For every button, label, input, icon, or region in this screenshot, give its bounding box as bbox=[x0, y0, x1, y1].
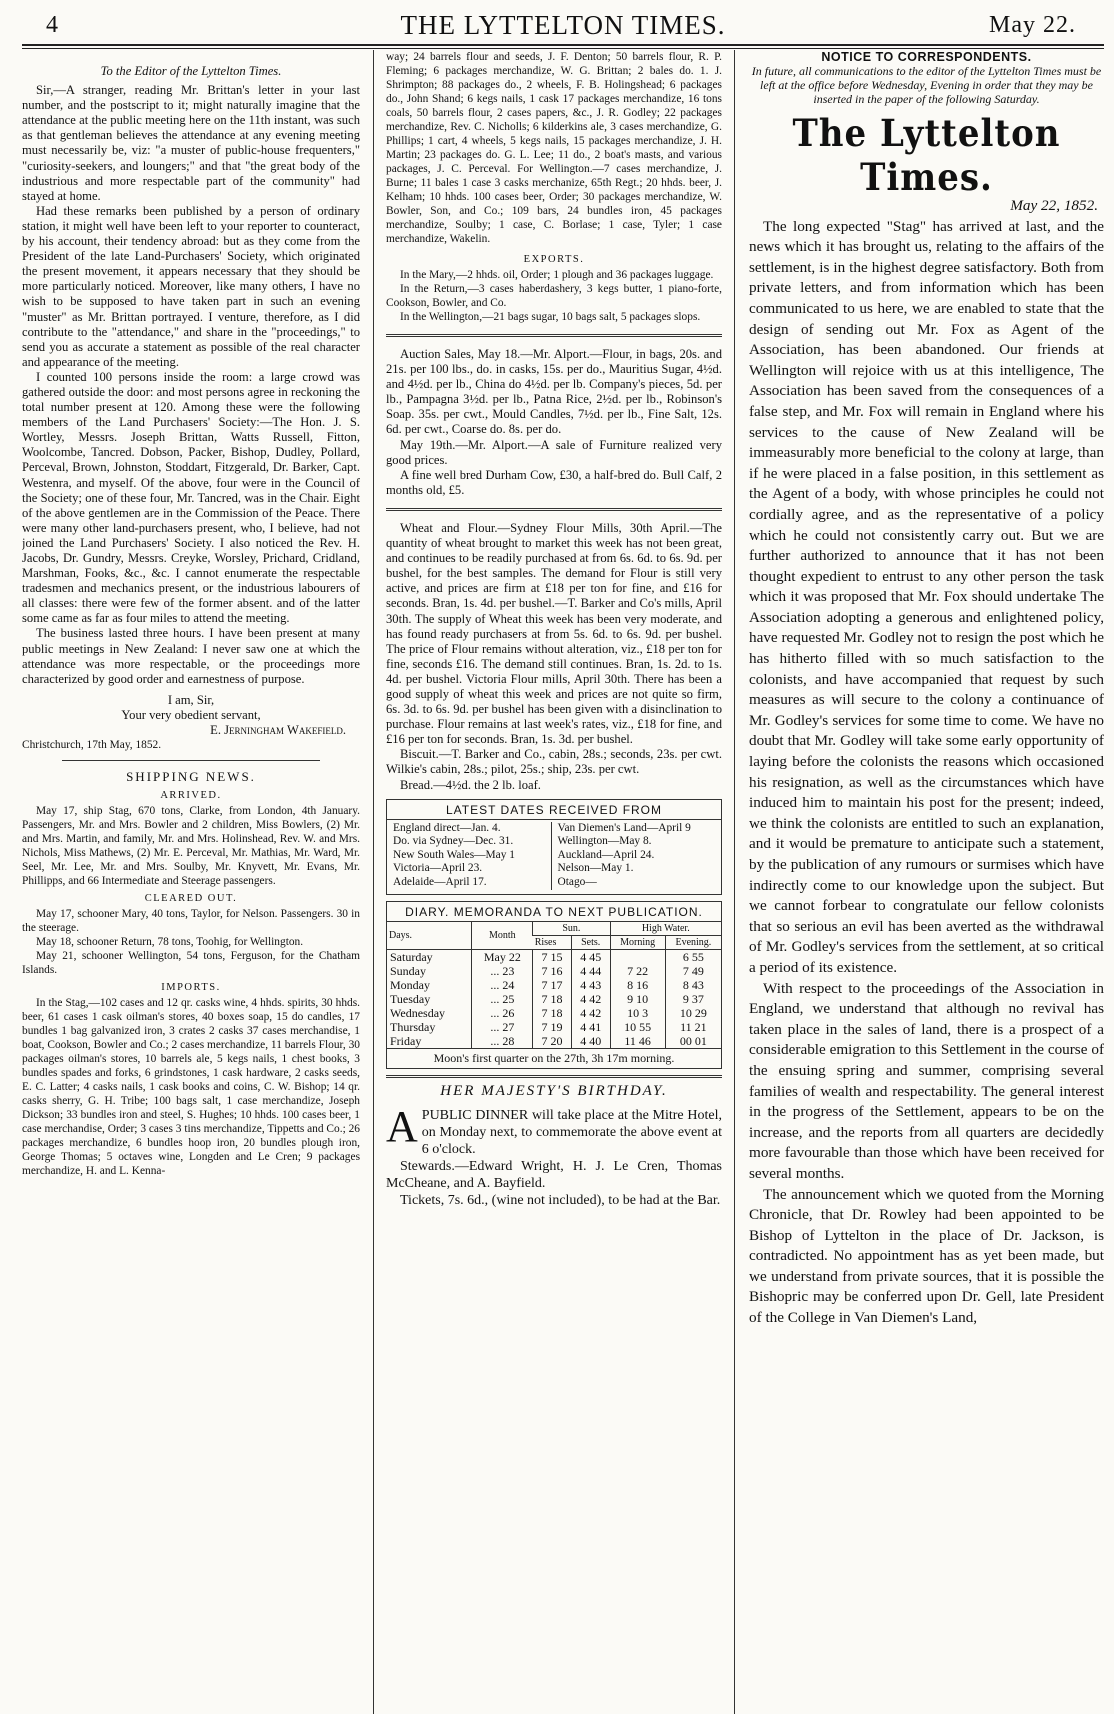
cleared-heading: CLEARED OUT. bbox=[144, 893, 238, 905]
latest-date: Otago— bbox=[557, 876, 597, 888]
letter-signoff: Your very obedient servant, bbox=[121, 707, 261, 722]
diary-row bbox=[387, 992, 721, 1006]
auction-paragraph: May 19th.—Mr. Alport.—A sale of Furniture realized very good prices. bbox=[386, 437, 722, 467]
paper-title: The Lyttelton Times. bbox=[792, 112, 1061, 200]
diary-cell-rises: 7 19 bbox=[533, 1020, 572, 1034]
column-divider bbox=[734, 50, 735, 1714]
latest-date: New South Wales—May 1 bbox=[393, 848, 515, 861]
column-3 bbox=[749, 50, 1104, 1714]
latest-dates-right bbox=[551, 822, 716, 890]
birthday-text: PUBLIC DINNER will take place at the Mitre Hotel, on Monday next, to commemorate the above event at 6 o'clock. bbox=[421, 1107, 722, 1157]
latest-date: Victoria—April 23. bbox=[393, 862, 483, 875]
section-rule bbox=[386, 508, 722, 511]
arrived-text: May 17, ship Stag, 670 tons, Clarke, from London, 4th January. Passengers, Mr. and Mrs. Bowler and 2 children, Miss Bowlers, (2) Mr. and Mrs. Martin, and family, Mr. and Mrs. Holinshead, Rev. W. and Mrs. Nichols, Miss Mathews, (2) Mr. E. Perceval, Mr. Mathias, Mr. Ward, Mr. Seel, Mr. Lee, Mr. and Mrs. Soulby, Mr. Knyvett, Mr. Evans, Mr. Phillipps, and 66 Intermediate and Steerage passengers. bbox=[22, 805, 360, 888]
diary-cell-sets: 4 42 bbox=[571, 992, 610, 1006]
notice-text: In future, all communications to the editor of the Lyttelton Times must be left at the office before Wednesday, Evening in order that they may be inserted in the paper of the following Saturday. bbox=[751, 64, 1102, 106]
latest-date: Nelson—May 1. bbox=[557, 862, 634, 875]
auction-paragraph: Auction Sales, May 18.—Mr. Alport.—Flour, in bags, 20s. and 21s. per 100 lbs., do. in casks, 15s. per do., Mauritius Sugar, 4½d. and 4½d. per lb., China do 4½d. per lb. Company's pieces, 5d. per lb., Pampagna 3½d. per lb., Patna Rice, 2½d. per lb., Robinson's Soap. 35s. per cwt., Mould Candles, 7½d. per lb., Fine Salt, 12s. 6d. per cwt., Coarse do. 8s. per do. bbox=[386, 347, 722, 437]
diary-cell-sets: 4 40 bbox=[571, 1034, 610, 1048]
diary-cell-month: ... 25 bbox=[472, 992, 533, 1006]
latest-dates-left bbox=[393, 822, 551, 890]
diary-cell-morning: 11 46 bbox=[610, 1034, 665, 1048]
editorial-paragraph: The long expected "Stag" has arrived at last, and the news which it has brought us, relating to the affairs of the settlement, is in the highest degree satisfactory. Both from private letters, and from information which has been communicated to us here, we are enabled to state that the design of sending out Mr. Fox as Agent of the Association, has been abandoned. Our friends at Wellington will rejoice with us at this intelligence, The Association has been saved from the consequences of a false step, and Mr. Fox will remain in England where his services to the cause of New Zealand will be immeasurably more beneficial to the colony at large, than if he were placed in a false position, in this settlement as the Agent of a body, with whose principles he could not cordially agree, and as the representative of a policy which he could not consistently carry out. But we are further authorized to announce that it has not been thought expedient to entrust to any other person the task which it was proposed that Mr. Fox should undertake The Association adopting a generous and enlightened policy, have requested Mr. Godley not to resign the post which he has hitherto filled with so much satisfaction to the colonists, and have accompanied that request by such measures as will secure to the colony a continuance of Mr. Godley's services for some time to come. We have no doubt that Mr. Godley will take some early opportunity of laying before the colonists the reasons which occasioned his resignation, as well as the circumstances which have induced him to maintain his post for the present; indeed, we think the colonists are entitled to such an explanation, and it would be premature to anticipate such a statement, by the publication of any rumours or surmises which have indirectly come to our knowledge upon the subject. But we cannot forbear to congratulate our fellow colonists that so serious an evil has been averted as the withdrawal of Mr. Godley's services from the settlement, at so critical a period of its existence. bbox=[749, 217, 1104, 976]
diary-row bbox=[387, 1020, 721, 1034]
diary-col-evening: Evening. bbox=[665, 935, 721, 949]
diary-cell-month: ... 27 bbox=[472, 1020, 533, 1034]
page-number: 4 bbox=[46, 12, 58, 38]
diary-cell-morning: 7 22 bbox=[610, 964, 665, 978]
diary-cell-morning: 10 3 bbox=[610, 1006, 665, 1020]
latest-date: Van Diemen's Land—April 9 bbox=[557, 821, 691, 834]
imports-text: In the Stag,—102 cases and 12 qr. casks wine, 4 hhds. spirits, 30 hhds. beer, 61 cases 1 cask oilman's stores, 40 boxes soap, 15 do candles, 17 bundles 1 bag galvanized iron, 3 crates 2 casks 37 cases merchandise, 1 boat, Cookson, Bowler and Co.; 2 cases merchandize, 11 barrels Flour, 30 packages oilman's stores, 10 barrels ale, 5 kegs nails, 1 chest books, 3 bundles spades and forks, 6 grindstones, 1 cask hardware, 2 casks seeds, E. C. Latter; 4 casks nails, 1 cask books and coins, C. W. Bishop; 14 qr. casks sherry, G. H. Tribe; 100 bags salt, 1 case merchandize, Joseph Dickson; 33 bundles iron and steel, S. Hughes; 10 hhds. 100 cases beer, 1 case merchandise, Order; 3 cases 3 tins merchandize, Tippetts and Co.; 26 packages merchandize, 6 bundles hoop iron, 20 bundles plough iron, George Thomas; 5 octaves wine, Longden and Le Cren; 9 packages merchandize, H. and L. Kenna- bbox=[22, 997, 360, 1178]
column-2 bbox=[386, 50, 722, 1714]
diary-cell-sets: 4 44 bbox=[571, 964, 610, 978]
masthead-rule bbox=[22, 48, 1104, 49]
latest-date: Adelaide—April 17. bbox=[393, 876, 487, 888]
diary-cell-month: ... 24 bbox=[472, 978, 533, 992]
diary-cell-month: May 22 bbox=[472, 949, 533, 964]
diary-group-sun: Sun. bbox=[533, 922, 610, 936]
diary-cell-rises: 7 18 bbox=[533, 992, 572, 1006]
diary-cell-morning: 9 10 bbox=[610, 992, 665, 1006]
diary-cell-month: ... 28 bbox=[472, 1034, 533, 1048]
birthday-notice bbox=[386, 1101, 722, 1158]
latest-date: Wellington—May 8. bbox=[557, 835, 652, 848]
diary-cell-day: Sunday bbox=[390, 963, 426, 978]
diary-row bbox=[387, 964, 721, 978]
masthead bbox=[22, 8, 1104, 46]
diary-cell-rises: 7 20 bbox=[533, 1034, 572, 1048]
diary-row bbox=[387, 1006, 721, 1020]
section-rule bbox=[386, 1075, 722, 1078]
letter-dateline: Christchurch, 17th May, 1852. bbox=[22, 739, 162, 752]
birthday-stewards: Stewards.—Edward Wright, H. J. Le Cren, Thomas McCheane, and A. Bayfield. bbox=[386, 1158, 722, 1191]
diary-cell-day: Wednesday bbox=[390, 1005, 446, 1020]
latest-date: Auckland—April 24. bbox=[557, 848, 655, 861]
diary-cell-morning bbox=[610, 949, 665, 964]
latest-date: Do. via Sydney—Dec. 31. bbox=[393, 835, 514, 848]
section-rule bbox=[62, 760, 320, 761]
letter-paragraph: Had these remarks been published by a person of ordinary station, it might well have been left to your reporter to counteract, by his account, their tendency abroad: but as they come from the President of the late Land-Purchasers' Society, which originated the present movement, it appears necessary that they should be more particularly noticed. Moreover, like many others, I have no wish to be supposed to have taken part in such an evening "muster" as Mr. Brittan portrayed. I venture, therefore, as I did contribute to the "attendance," and share in the "proceedings," to send you as accurate a statement as possible of the real character and appearance of the meeting. bbox=[22, 203, 360, 369]
wheat-paragraph: Bread.—4½d. the 2 lb. loaf. bbox=[400, 777, 541, 792]
notice-to-correspondents bbox=[749, 50, 1104, 106]
diary-box bbox=[386, 901, 722, 1069]
diary-cell-sets: 4 43 bbox=[571, 978, 610, 992]
latest-dates-box bbox=[386, 799, 722, 895]
diary-row bbox=[387, 1034, 721, 1048]
diary-cell-rises: 7 15 bbox=[533, 949, 572, 964]
imports-heading: IMPORTS. bbox=[161, 982, 221, 994]
diary-col-rises: Rises bbox=[533, 935, 572, 949]
exports-item: In the Return,—3 cases haberdashery, 3 kegs butter, 1 piano-forte, Cookson, Bowler, and Co. bbox=[386, 283, 722, 309]
diary-cell-rises: 7 16 bbox=[533, 964, 572, 978]
diary-cell-evening: 6 55 bbox=[665, 949, 721, 964]
diary-cell-sets: 4 42 bbox=[571, 1006, 610, 1020]
letter-signature: E. Jerningham Wakefield. bbox=[210, 723, 346, 738]
diary-col-sets: Sets. bbox=[571, 935, 610, 949]
diary-cell-month: ... 23 bbox=[472, 964, 533, 978]
diary-cell-evening: 7 49 bbox=[665, 964, 721, 978]
arrived-heading: ARRIVED. bbox=[160, 790, 222, 802]
letter-paragraph: I counted 100 persons inside the room: a large crowd was gathered outside the door: and most persons agree in reckoning the total number present at 120. Among these were the following members of the Land Purchasers' Society:—The Hon. J. S. Wortley, Messrs. Joseph Brittan, Watts Russell, Fitton, Woolcombe, Tancred. Dobson, Packer, Bishop, Dudley, Pollard, Perceval, Brown, Johnston, Stoddart, Fitzgerald, Dr. Barker, Capt. Westenra, and myself. Of the above, four were in the Council of the Society; one of these four, Mr. Tancred, was in the Chair. Eight of the above gentlemen are in the Commission of the Peace. There were many other land-purchasers present, who, I believe, had not joined the Land Purchasers' Society. I also noticed the Rev. H. Jacobs, Dr. Gundry, Messrs. Creyke, Worsley, Prichard, Cridland, Marshman, Fooks, &c., &c. I cannot enumerate the respectable tradesmen and mechanics present, or the industrious labourers of all classes: there were few of the former absent. and of the latter some came as far as four miles to attend the meeting. bbox=[22, 369, 360, 626]
latest-dates-heading: LATEST DATES RECEIVED FROM bbox=[387, 800, 721, 820]
diary-cell-day: Friday bbox=[390, 1033, 422, 1048]
diary-cell-morning: 8 16 bbox=[610, 978, 665, 992]
wheat-paragraph: Wheat and Flour.—Sydney Flour Mills, 30th April.—The quantity of wheat brought to market this week has not been great, and continues to be readily purchased at from 6s. 6d. to 6s. 9d. per bushel, for the best samples. The demand for Flour is still very active, and prices are firm at £18 per ton for fine, and £16 for seconds. Bran, 1s. 4d. per bushel.—T. Barker and Co's mills, April 30th. The supply of Wheat this week has been very moderate, and has found ready purchasers at from 5s. 6d. to 6s. 9d. per bushel. The price of Flour remains without alteration, viz., £18 per ton for fine, seconds £16. The demand still continues. Bran, 1s. 2d. to 1s. 4d. per bushel. Victoria Flour mills, April 30th. There has been a good supply of wheat this week and prices are not quite so firm, 6s. 3d. to 6s. 9d. per bushel has been given with a disinclination to purchase. Flour remains at last week's rates, viz., £18 for fine, and £16 per ton for seconds. Bran, 1s. 3d. per bushel. bbox=[386, 520, 722, 747]
birthday-tickets: Tickets, 7s. 6d., (wine not included), to be had at the Bar. bbox=[400, 1192, 721, 1208]
shipping-heading: SHIPPING NEWS. bbox=[126, 769, 256, 785]
diary-cell-day: Saturday bbox=[390, 949, 433, 964]
column-1 bbox=[22, 50, 360, 1714]
article-date: May 22, 1852. bbox=[1010, 197, 1098, 214]
letter-signoff: I am, Sir, bbox=[167, 692, 215, 707]
diary-cell-evening: 9 37 bbox=[665, 992, 721, 1006]
diary-cell-evening: 8 43 bbox=[665, 978, 721, 992]
diary-cell-evening: 10 29 bbox=[665, 1006, 721, 1020]
diary-cell-day: Monday bbox=[390, 977, 430, 992]
diary-cell-month: ... 26 bbox=[472, 1006, 533, 1020]
diary-col-days: Days. bbox=[387, 922, 472, 950]
diary-cell-sets: 4 41 bbox=[571, 1020, 610, 1034]
latest-date: England direct—Jan. 4. bbox=[393, 821, 501, 834]
cleared-item: May 17, schooner Mary, 40 tons, Taylor, for Nelson. Passengers. 30 in the steerage. bbox=[22, 908, 360, 935]
latest-dates bbox=[387, 820, 721, 894]
diary-row bbox=[387, 949, 721, 964]
diary-cell-day: Tuesday bbox=[390, 991, 431, 1006]
diary-body bbox=[387, 949, 721, 1048]
diary-cell-rises: 7 18 bbox=[533, 1006, 572, 1020]
exports-item: In the Wellington,—21 bags sugar, 10 bags salt, 5 packages slops. bbox=[400, 311, 701, 323]
imports-continued: way; 24 barrels flour and seeds, J. F. Denton; 50 barrels flour, R. P. Fleming; 6 packages merchandize, W. G. Brittan; 2 bales do. 1. J. Shrimpton; 88 packages do., 2 wheels, F. B. Holingshead; 6 packages do., John Shand; 6 kegs nails, 1 cask 17 packages merchandize, 16 tons coals, 50 barrels flour, 2 cases papers, &c., J. R. Godley; 22 packages merchandize, Rev. C. Nicholls; 6 kilderkins ale, 3 cases merchandize, G. Phillips; 1 cart, 4 wheels, 5 kegs nails, 15 packages merchandize, J. H. Martin; 23 packages do. G. L. Lee; 11 do., 2 boat's masts, and various packages, J. C. Perceval. For Wellington.—7 cases merchandize, J. Burne; 11 bales 1 case 3 casks merchanize, 65th Regt.; 20 hhds. beer, J. Kelham; 10 hhds. 100 cases beer, Order; 30 packages merchandize, W. Bowler, Son, and Co.; 109 bars, 24 bundles iron, 45 packages merchandize, Soulby; 1 case, C. Borlase; 1 case, Tyler; 1 case merchandize, Wakelin. bbox=[386, 51, 722, 245]
cleared-item: May 18, schooner Return, 78 tons, Toohig, for Wellington. bbox=[36, 936, 304, 949]
diary-heading: DIARY. MEMORANDA TO NEXT PUBLICATION. bbox=[387, 902, 721, 922]
auction-paragraph: A fine well bred Durham Cow, £30, a half-bred do. Bull Calf, 2 months old, £5. bbox=[386, 467, 722, 497]
diary-col-morning: Morning bbox=[610, 935, 665, 949]
columns bbox=[22, 50, 1104, 1714]
column-divider bbox=[373, 50, 374, 1714]
letter-heading: To the Editor of the Lyttelton Times. bbox=[100, 64, 282, 78]
exports-heading: EXPORTS. bbox=[523, 254, 585, 265]
cleared-item: May 21, schooner Wellington, 54 tons, Ferguson, for the Chatham Islands. bbox=[22, 950, 360, 977]
diary-cell-sets: 4 45 bbox=[571, 949, 610, 964]
issue-date: May 22. bbox=[989, 12, 1076, 38]
diary-group-high-water: High Water. bbox=[610, 922, 721, 936]
diary-cell-morning: 10 55 bbox=[610, 1020, 665, 1034]
diary-cell-rises: 7 17 bbox=[533, 978, 572, 992]
diary-col-month: Month bbox=[472, 922, 533, 950]
letter-paragraph: The business lasted three hours. I have been present at many public meetings in New Zealand: I never saw one at which the attendance was more respectable, or the proceedings more characterized by good order and earnestness of purpose. bbox=[22, 626, 360, 686]
newspaper-title: THE LYTTELTON TIMES. bbox=[400, 10, 726, 40]
section-rule bbox=[386, 334, 722, 337]
wheat-paragraph: Biscuit.—T. Barker and Co., cabin, 28s.; seconds, 23s. per cwt. Wilkie's cabin, 28s.; pilot, 25s.; ship, 23s. per cwt. bbox=[386, 747, 722, 777]
birthday-dropcap: A bbox=[386, 1101, 418, 1151]
editorial-paragraph: With respect to the proceedings of the Association in England, we understand that although no revival has taken place in the sales of land, there is a prospect of a considerable emigration to this Settlement in the course of the ensuing spring and summer, comprising several families of wealth and respectability. The general interest in the progress of the Settlement, appears to be on the increase, and the reports from all quarters are decidedly more favourable than those which have been received for several months. bbox=[749, 979, 1104, 1182]
diary-footer: Moon's first quarter on the 27th, 3h 17m morning. bbox=[387, 1048, 721, 1068]
letter-paragraph: Sir,—A stranger, reading Mr. Brittan's letter in your last number, and the postscript to it; might naturally imagine that the attendance at the public meeting here on the 11th instant, was such as that gentleman believes the attendance at any evening meeting must necessarily be, viz: "a muster of public-house frequenters," "curiosity-seekers, and loungers;" and that "the great body of the industrious and more respectable part of the community" had stayed at home. bbox=[22, 83, 360, 203]
notice-heading: NOTICE TO CORRESPONDENTS. bbox=[821, 50, 1032, 64]
birthday-heading: HER MAJESTY'S BIRTHDAY. bbox=[440, 1082, 668, 1099]
diary-cell-evening: 11 21 bbox=[665, 1020, 721, 1034]
diary-table bbox=[387, 922, 721, 1048]
diary-row bbox=[387, 978, 721, 992]
exports-item: In the Mary,—2 hhds. oil, Order; 1 plough and 36 packages luggage. bbox=[400, 269, 714, 281]
editorial-paragraph: The announcement which we quoted from the Morning Chronicle, that Dr. Rowley had been appointed to be Bishop of Lyttelton in the place of Dr. Jackson, is contradicted. No appointment has as yet been made, but we understand from private sources, that it is possible the Bishopric may be conferred upon Dr. Gell, late President of the College in Van Diemen's Land, bbox=[749, 1185, 1104, 1327]
diary-cell-day: Thursday bbox=[390, 1019, 436, 1034]
diary-cell-evening: 00 01 bbox=[665, 1034, 721, 1048]
